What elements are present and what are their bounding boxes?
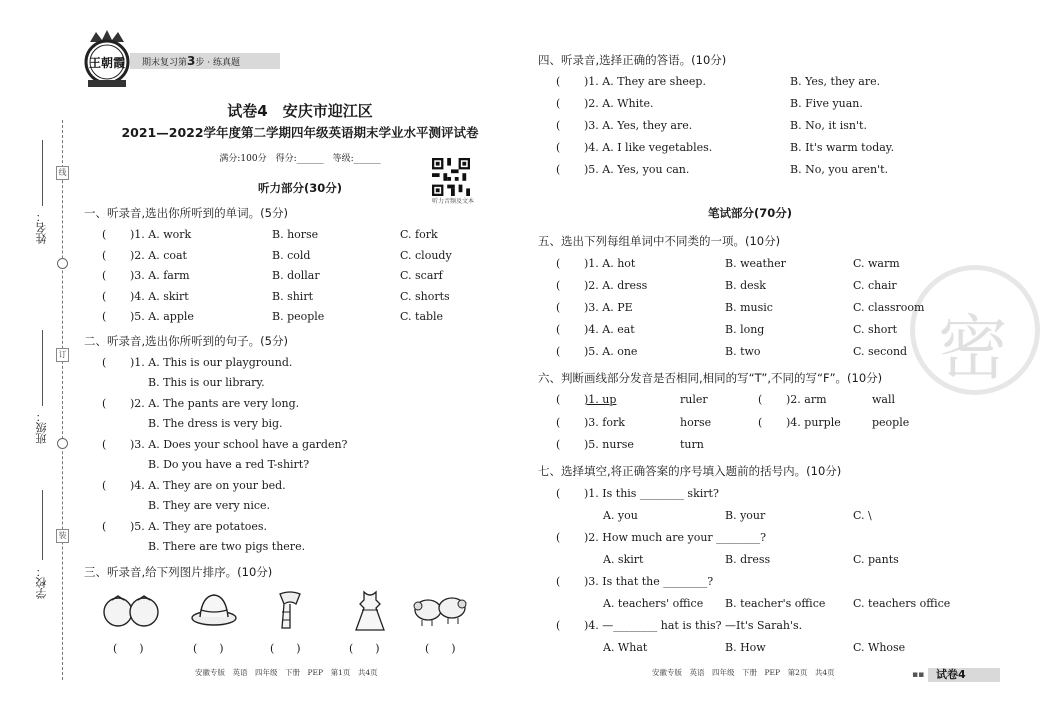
s2-option-a: )3. A. Does your school have a garden? bbox=[130, 438, 348, 451]
exam-title: 试卷4 安庆市迎江区 bbox=[227, 102, 373, 120]
s7-question: )3. Is that the ________? bbox=[584, 575, 714, 588]
s6-compare-word: horse bbox=[680, 416, 712, 429]
answer-paren[interactable]: ( bbox=[556, 75, 561, 88]
s5-option-c: C. second bbox=[853, 345, 908, 358]
s2-option-a: )1. A. This is our playground. bbox=[130, 356, 293, 369]
s1-item-a: )2. A. coat bbox=[130, 249, 187, 262]
review-banner bbox=[130, 53, 280, 69]
s7-option-c: C. teachers office bbox=[853, 597, 951, 610]
s5-option-b: B. long bbox=[725, 323, 765, 336]
s6-compare-word: people bbox=[872, 416, 910, 429]
answer-paren[interactable]: ( bbox=[556, 279, 561, 292]
section4-heading: 四、听录音,选择正确的答语。(10分) bbox=[538, 53, 727, 67]
answer-paren[interactable]: ( bbox=[556, 416, 561, 429]
answer-paren[interactable]: ( bbox=[556, 393, 561, 406]
s4-option-b: B. It's warm today. bbox=[790, 141, 895, 154]
section2-heading: 二、听录音,选出你所听到的句子。(5分) bbox=[84, 334, 288, 348]
answer-paren[interactable]: ( bbox=[102, 479, 107, 492]
picture-order-blank-4[interactable]: ( ) bbox=[349, 642, 380, 655]
s5-option-c: C. warm bbox=[853, 257, 900, 270]
watermark-char: 密 bbox=[938, 307, 1008, 389]
school-label: 学校： bbox=[35, 566, 48, 599]
s1-item-b: B. shirt bbox=[272, 290, 314, 303]
binding-hole bbox=[57, 258, 68, 269]
s4-option-a: )4. A. I like vegetables. bbox=[584, 141, 713, 154]
s5-option-a: )3. A. PE bbox=[584, 301, 633, 314]
s6-word-3: )3. fork bbox=[584, 416, 625, 429]
answer-paren[interactable]: ( bbox=[556, 345, 561, 358]
s7-option-a: A. skirt bbox=[603, 553, 644, 566]
class-field[interactable] bbox=[42, 330, 43, 406]
s1-item-b: B. dollar bbox=[272, 269, 320, 282]
test-number-tag: 试卷4 bbox=[928, 668, 1000, 682]
footer-page-2: 安徽专版 英语 四年级 下册 PEP 第2页 共4页 bbox=[652, 668, 835, 677]
picture-order-blank-2[interactable]: ( ) bbox=[193, 642, 224, 655]
answer-paren[interactable]: ( bbox=[556, 323, 561, 336]
banner-post: 步 · 练真题 bbox=[195, 58, 240, 68]
s4-option-b: B. No, it isn't. bbox=[790, 119, 867, 132]
s5-option-a: )1. A. hot bbox=[584, 257, 636, 270]
qr-code[interactable] bbox=[432, 158, 470, 196]
score-line: 满分:100分 得分:______ 等级:______ bbox=[219, 154, 381, 164]
s7-question: )2. How much are your ________? bbox=[584, 531, 767, 544]
s6-word-5: )5. nurse bbox=[584, 438, 634, 451]
scarf-picture bbox=[272, 590, 308, 632]
picture-order-blank-1[interactable]: ( ) bbox=[113, 642, 144, 655]
section6-heading: 六、判断画线部分发音是否相同,相同的写“T”,不同的写“F”。(10分) bbox=[538, 371, 883, 385]
answer-paren[interactable]: ( bbox=[102, 290, 107, 303]
grid-icon: ▪▪ bbox=[912, 670, 925, 680]
binding-line bbox=[62, 120, 63, 680]
binding-hole bbox=[57, 438, 68, 449]
s1-item-a: )4. A. skirt bbox=[130, 290, 189, 303]
footer-page-1: 安徽专版 英语 四年级 下册 PEP 第1页 共4页 bbox=[195, 668, 378, 677]
picture-order-blank-5[interactable]: ( ) bbox=[425, 642, 456, 655]
answer-paren[interactable]: ( bbox=[556, 438, 561, 451]
sheep-picture bbox=[410, 590, 470, 628]
s7-option-b: B. your bbox=[725, 509, 766, 522]
writing-title: 笔试部分(70分) bbox=[707, 206, 792, 220]
name-label: 姓名： bbox=[35, 211, 48, 244]
s1-item-a: )5. A. apple bbox=[130, 310, 194, 323]
s5-option-b: B. weather bbox=[725, 257, 786, 270]
answer-paren[interactable]: ( bbox=[102, 249, 107, 262]
s1-item-c: C. table bbox=[400, 310, 444, 323]
s1-item-c: C. shorts bbox=[400, 290, 450, 303]
s6-compare-word: ruler bbox=[680, 393, 708, 406]
s6-word-1: )1. up bbox=[584, 393, 617, 406]
answer-paren[interactable]: ( bbox=[556, 301, 561, 314]
answer-paren[interactable]: ( bbox=[556, 575, 561, 588]
answer-paren[interactable]: ( bbox=[102, 397, 107, 410]
s7-option-b: B. teacher's office bbox=[725, 597, 826, 610]
s6-compare-word: turn bbox=[680, 438, 704, 451]
s2-option-b: B. Do you have a red T-shirt? bbox=[148, 458, 310, 471]
s1-item-c: C. cloudy bbox=[400, 249, 452, 262]
s7-option-a: A. What bbox=[603, 641, 648, 654]
s5-option-a: )5. A. one bbox=[584, 345, 638, 358]
s5-option-c: C. short bbox=[853, 323, 898, 336]
s7-question: )4. —________ hat is this? —It's Sarah's. bbox=[584, 619, 803, 632]
answer-paren[interactable]: ( bbox=[758, 416, 763, 429]
listening-title: 听力部分(30分) bbox=[257, 181, 342, 195]
answer-paren[interactable]: ( bbox=[556, 97, 561, 110]
answer-paren[interactable]: ( bbox=[556, 163, 561, 176]
logo-text: 王朝霞 bbox=[88, 56, 126, 70]
s1-item-c: C. scarf bbox=[400, 269, 443, 282]
answer-paren[interactable]: ( bbox=[556, 141, 561, 154]
exam-subtitle: 2021—2022学年度第二学期四年级英语期末学业水平测评试卷 bbox=[121, 125, 479, 140]
publisher-logo bbox=[82, 30, 132, 88]
dress-picture bbox=[350, 590, 390, 634]
answer-paren[interactable]: ( bbox=[102, 269, 107, 282]
picture-order-blank-3[interactable]: ( ) bbox=[270, 642, 301, 655]
s1-item-c: C. fork bbox=[400, 228, 438, 241]
hat-picture bbox=[190, 590, 238, 630]
s4-option-a: )3. A. Yes, they are. bbox=[584, 119, 693, 132]
answer-paren[interactable]: ( bbox=[758, 393, 763, 406]
class-label: 班级： bbox=[35, 411, 48, 444]
answer-paren[interactable]: ( bbox=[102, 356, 107, 369]
s5-option-a: )4. A. eat bbox=[584, 323, 635, 336]
answer-paren[interactable]: ( bbox=[556, 257, 561, 270]
s4-option-b: B. Five yuan. bbox=[790, 97, 863, 110]
s7-option-c: C. Whose bbox=[853, 641, 906, 654]
s4-option-a: )2. A. White. bbox=[584, 97, 654, 110]
s6-word-2: )2. arm bbox=[786, 393, 827, 406]
section7-heading: 七、选择填空,将正确答案的序号填入题前的括号内。(10分) bbox=[538, 464, 842, 478]
answer-paren[interactable]: ( bbox=[556, 619, 561, 632]
s1-item-b: B. horse bbox=[272, 228, 319, 241]
answer-paren[interactable]: ( bbox=[102, 438, 107, 451]
s1-item-a: )1. A. work bbox=[130, 228, 192, 241]
tomatoes-picture bbox=[100, 590, 162, 630]
s4-option-b: B. No, you aren't. bbox=[790, 163, 889, 176]
answer-paren[interactable]: ( bbox=[556, 487, 561, 500]
s4-option-b: B. Yes, they are. bbox=[790, 75, 881, 88]
qr-caption: 听力音频及文本 bbox=[431, 198, 474, 205]
s5-option-c: C. classroom bbox=[853, 301, 925, 314]
binding-mark-1: 线 bbox=[56, 166, 69, 180]
s7-option-a: A. you bbox=[603, 509, 638, 522]
s1-item-a: )3. A. farm bbox=[130, 269, 190, 282]
s2-option-b: B. They are very nice. bbox=[148, 499, 271, 512]
s7-option-c: C. \ bbox=[853, 509, 872, 522]
s7-option-c: C. pants bbox=[853, 553, 899, 566]
banner-step-number: 3 bbox=[187, 54, 196, 68]
s1-item-b: B. people bbox=[272, 310, 325, 323]
s7-option-b: B. dress bbox=[725, 553, 771, 566]
school-field[interactable] bbox=[42, 490, 43, 560]
s4-option-a: )5. A. Yes, you can. bbox=[584, 163, 690, 176]
s4-option-a: )1. A. They are sheep. bbox=[584, 75, 706, 88]
name-field[interactable] bbox=[42, 140, 43, 206]
s7-question: )1. Is this ________ skirt? bbox=[584, 487, 719, 500]
s5-option-b: B. music bbox=[725, 301, 773, 314]
binding-mark-3: 装 bbox=[56, 529, 69, 543]
answer-paren[interactable]: ( bbox=[102, 520, 107, 533]
answer-paren[interactable]: ( bbox=[556, 531, 561, 544]
s5-option-b: B. desk bbox=[725, 279, 766, 292]
s2-option-b: B. The dress is very big. bbox=[148, 417, 283, 430]
s5-option-a: )2. A. dress bbox=[584, 279, 648, 292]
s2-option-a: )2. A. The pants are very long. bbox=[130, 397, 300, 410]
s1-item-b: B. cold bbox=[272, 249, 311, 262]
s6-compare-word: wall bbox=[872, 393, 896, 406]
s7-option-b: B. How bbox=[725, 641, 766, 654]
banner-pre: 期末复习第 bbox=[142, 58, 188, 68]
s2-option-b: B. There are two pigs there. bbox=[148, 540, 306, 553]
s7-option-a: A. teachers' office bbox=[603, 597, 704, 610]
section1-heading: 一、听录音,选出你所听到的单词。(5分) bbox=[84, 206, 288, 220]
answer-paren[interactable]: ( bbox=[102, 310, 107, 323]
section5-heading: 五、选出下列每组单词中不同类的一项。(10分) bbox=[538, 234, 781, 248]
s6-word-4: )4. purple bbox=[786, 416, 841, 429]
s2-option-a: )5. A. They are potatoes. bbox=[130, 520, 268, 533]
s5-option-b: B. two bbox=[725, 345, 761, 358]
section3-heading: 三、听录音,给下列图片排序。(10分) bbox=[84, 565, 273, 579]
answer-paren[interactable]: ( bbox=[102, 228, 107, 241]
s5-option-c: C. chair bbox=[853, 279, 897, 292]
binding-mark-2: 订 bbox=[56, 348, 69, 362]
s2-option-b: B. This is our library. bbox=[148, 376, 265, 389]
answer-paren[interactable]: ( bbox=[556, 119, 561, 132]
s2-option-a: )4. A. They are on your bed. bbox=[130, 479, 286, 492]
